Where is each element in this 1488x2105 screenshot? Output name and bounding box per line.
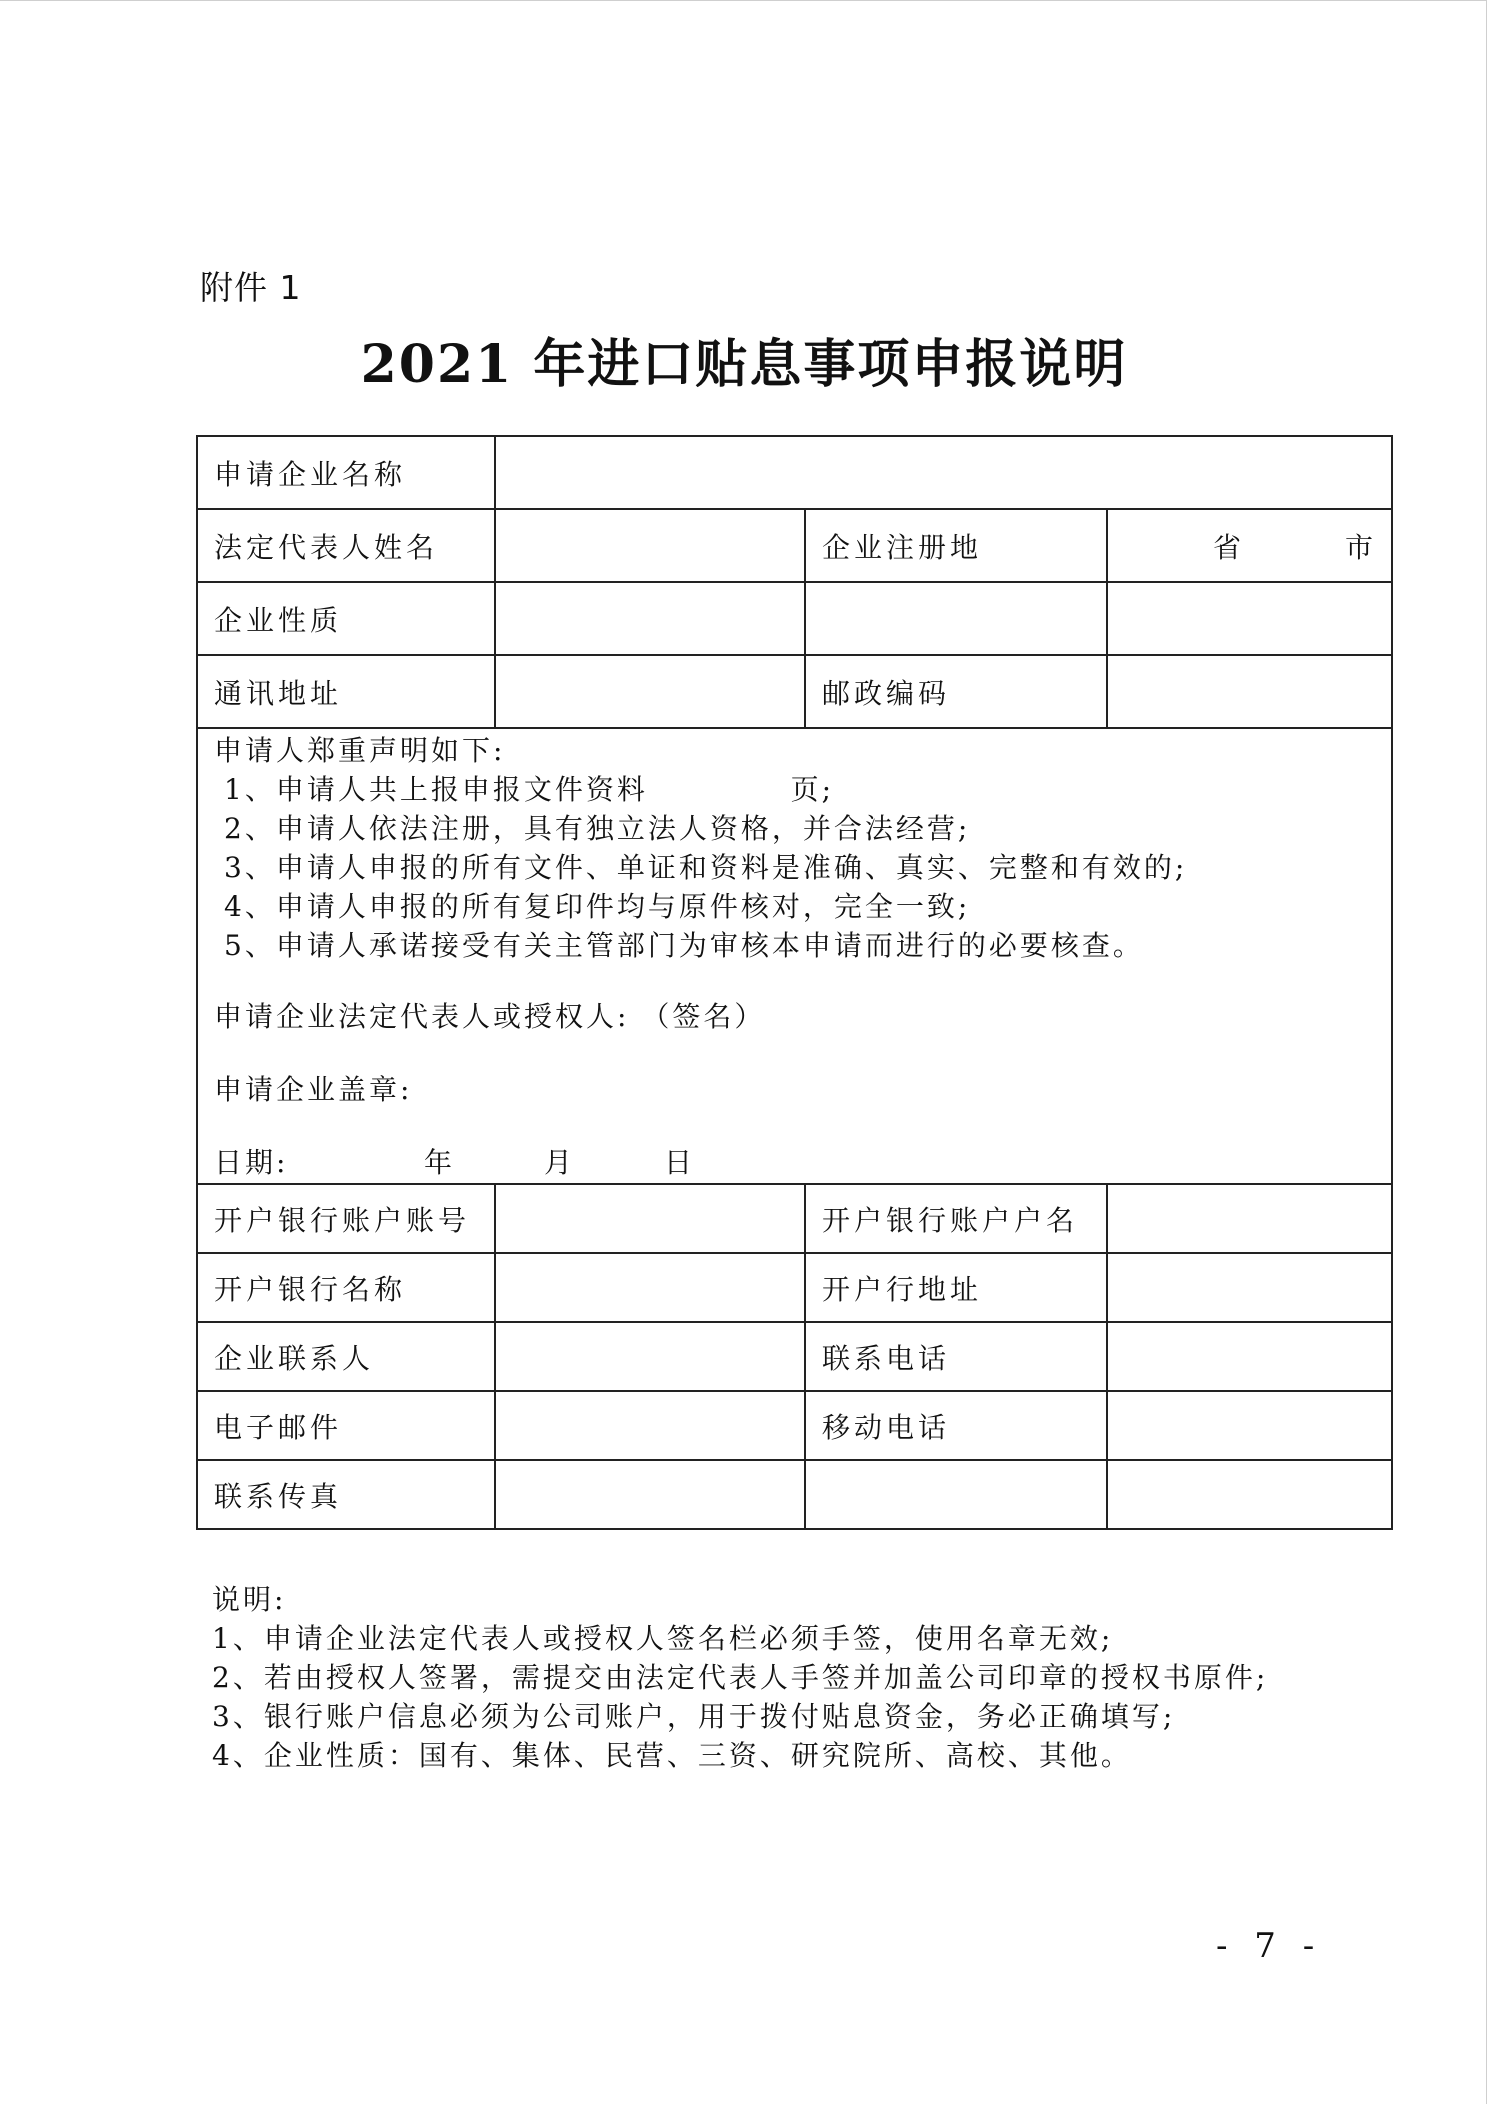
company-name-label: 申请企业名称 (197, 436, 495, 509)
empty-cell (1107, 1460, 1392, 1529)
row-legal-rep (197, 509, 1392, 582)
application-form (196, 435, 1393, 1530)
row-email (197, 1391, 1392, 1460)
date-label: 日期: (214, 1145, 289, 1179)
declaration-block (197, 728, 1392, 1184)
province-label: 省 (1212, 530, 1245, 564)
company-name-field[interactable] (495, 436, 1392, 509)
date-month: 月 (544, 1145, 576, 1179)
email-field[interactable] (495, 1391, 805, 1460)
note-item: 4、企业性质：国有、集体、民营、三资、研究院所、高校、其他。 (212, 1739, 1132, 1772)
seal-line[interactable]: 申请企业盖章: (214, 1072, 413, 1106)
address-label: 通讯地址 (197, 655, 495, 728)
row-bank-account (197, 1184, 1392, 1253)
bank-address-label: 开户行地址 (805, 1253, 1107, 1322)
declaration-item: 2、申请人依法注册，具有独立法人资格，并合法经营; (224, 811, 971, 845)
declaration-item: 4、申请人申报的所有复印件均与原件核对，完全一致; (224, 889, 971, 923)
mobile-label: 移动电话 (805, 1391, 1107, 1460)
bank-name-label: 开户银行名称 (197, 1253, 495, 1322)
reg-place-field[interactable] (1107, 509, 1392, 582)
note-item: 1、申请企业法定代表人或授权人签名栏必须手签，使用名章无效; (212, 1622, 1114, 1655)
row-bank-name (197, 1253, 1392, 1322)
postcode-label: 邮政编码 (805, 655, 1107, 728)
date-line[interactable] (214, 1143, 1391, 1182)
note-item: 3、银行账户信息必须为公司账户，用于拨付贴息资金，务必正确填写; (212, 1700, 1176, 1733)
signature-line[interactable]: 申请企业法定代表人或授权人: （签名） (214, 999, 766, 1033)
declaration-item: 1、申请人共上报申报文件资料 页; (224, 772, 835, 806)
contact-label: 企业联系人 (197, 1322, 495, 1391)
attachment-label: 附件 1 (200, 268, 302, 307)
empty-cell (805, 1460, 1107, 1529)
notes-section (212, 1580, 1268, 1775)
declaration-item: 5、申请人承诺接受有关主管部门为审核本申请而进行的必要核查。 (224, 928, 1144, 962)
postcode-field[interactable] (1107, 655, 1392, 728)
row-declaration (197, 728, 1392, 1184)
bank-address-field[interactable] (1107, 1253, 1392, 1322)
row-address (197, 655, 1392, 728)
page-number: - 7 - (1216, 1926, 1323, 1966)
contact-field[interactable] (495, 1322, 805, 1391)
row-fax (197, 1460, 1392, 1529)
note-item: 2、若由授权人签署，需提交由法定代表人手签并加盖公司印章的授权书原件; (212, 1661, 1269, 1694)
row-contact (197, 1322, 1392, 1391)
fax-field[interactable] (495, 1460, 805, 1529)
mobile-field[interactable] (1107, 1391, 1392, 1460)
legal-rep-label: 法定代表人姓名 (197, 509, 495, 582)
declaration-item: 3、申请人申报的所有文件、单证和资料是准确、真实、完整和有效的; (224, 850, 1188, 884)
bank-account-name-label: 开户银行账户户名 (805, 1184, 1107, 1253)
empty-cell (1107, 582, 1392, 655)
bank-name-field[interactable] (495, 1253, 805, 1322)
bank-account-no-label: 开户银行账户账号 (197, 1184, 495, 1253)
phone-label: 联系电话 (805, 1322, 1107, 1391)
reg-place-label: 企业注册地 (805, 509, 1107, 582)
nature-label: 企业性质 (197, 582, 495, 655)
phone-field[interactable] (1107, 1322, 1392, 1391)
nature-field[interactable] (495, 582, 805, 655)
empty-cell (805, 582, 1107, 655)
date-day: 日 (664, 1145, 696, 1179)
bank-account-name-field[interactable] (1107, 1184, 1392, 1253)
document-title: 2021 年进口贴息事项申报说明 (360, 334, 1128, 395)
row-company-name (197, 436, 1392, 509)
legal-rep-field[interactable] (495, 509, 805, 582)
date-year: 年 (424, 1145, 456, 1179)
fax-label: 联系传真 (197, 1460, 495, 1529)
declaration-intro: 申请人郑重声明如下: (214, 733, 506, 767)
row-nature (197, 582, 1392, 655)
bank-account-no-field[interactable] (495, 1184, 805, 1253)
city-label: 市 (1344, 530, 1377, 564)
address-field[interactable] (495, 655, 805, 728)
email-label: 电子邮件 (197, 1391, 495, 1460)
notes-heading: 说明: (212, 1583, 287, 1616)
